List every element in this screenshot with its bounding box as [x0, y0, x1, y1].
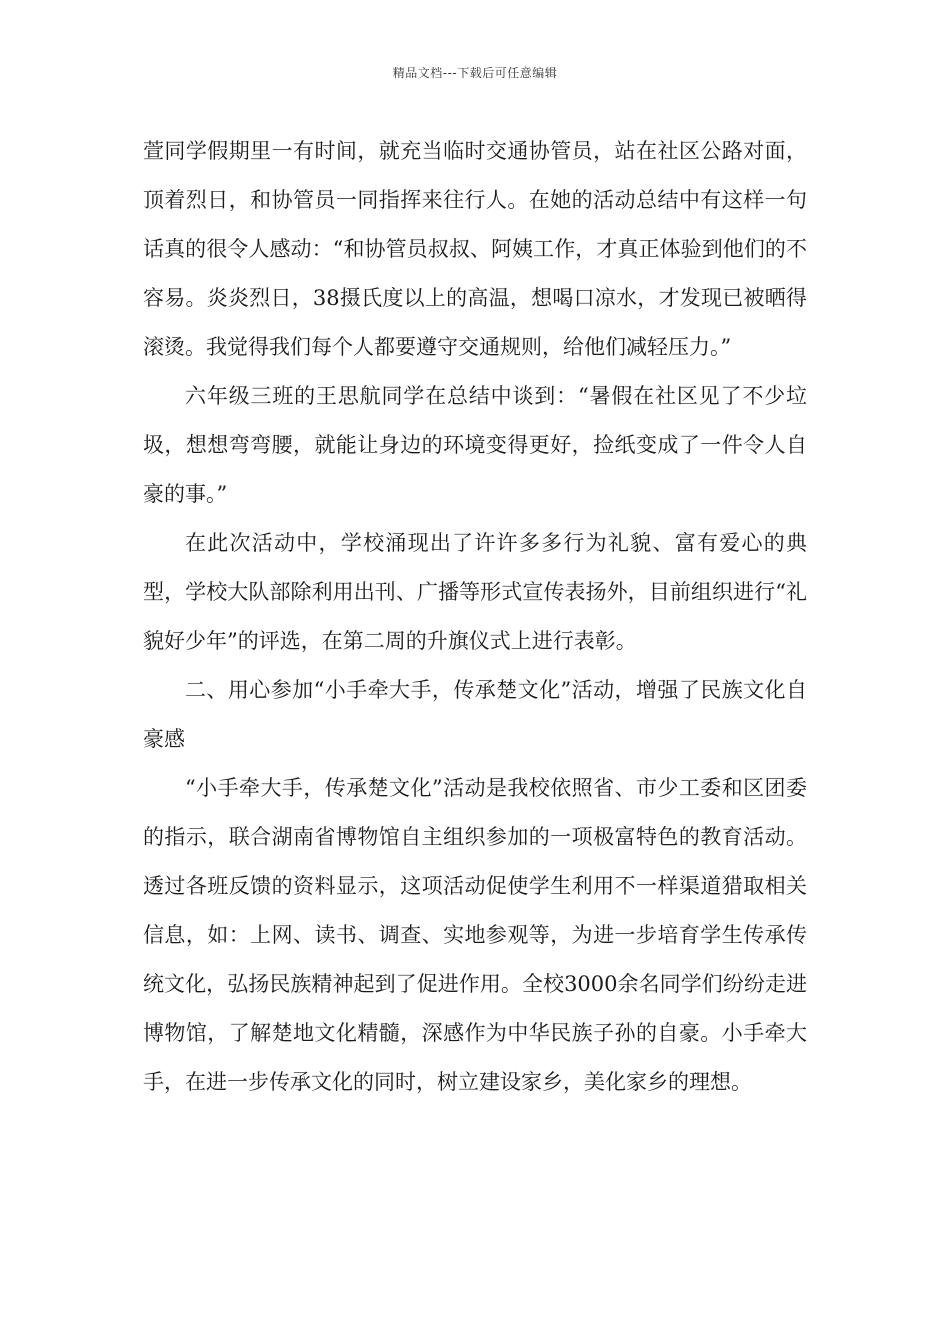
paragraph-1: 萱同学假期里一有时间，就充当临时交通协管员，站在社区公路对面，顶着烈日，和协管员一同指挥来往行人。在她的活动总结中有这样一句话真的很令人感动：“和协管员叔叔、阿姨工作，才真正体验到他们的不容易。炎炎烈日，38摄氏度以上的高温，想喝口凉水，才发现已被晒得滚烫。我觉得我们每个人都要遵守交通规则，给他们减轻压力。”: [143, 139, 807, 359]
paragraph-5: “小手牵大手，传承楚文化”活动是我校依照省、市少工委和区团委的指示，联合湖南省博物馆自主组织参加的一项极富特色的教育活动。透过各班反馈的资料显示，这项活动促使学生利用不一样渠道猎取相关信息，如：上网、读书、调查、实地参观等，为进一步培育学生传承传统文化，弘扬民族精神起到了促进作用。全校3000余名同学们纷纷走进博物馆，了解楚地文化精髓，深感作为中华民族子孙的自豪。小手牵大手，在进一步传承文化的同时，树立建设家乡，美化家乡的理想。: [143, 776, 807, 1094]
document-body: [143, 127, 807, 1107]
paragraph-3: 在此次活动中，学校涌现出了许许多多行为礼貌、富有爱心的典型，学校大队部除利用出刊、广播等形式宣传表扬外，目前组织进行“礼貌好少年”的评选，在第二周的升旗仪式上进行表彰。: [143, 531, 807, 653]
page-header: 精品文档---下载后可任意编辑: [392, 66, 558, 80]
paragraph-2: 六年级三班的王思航同学在总结中谈到：“暑假在社区见了不少垃圾，想想弯弯腰，就能让身边的环境变得更好，捡纸变成了一件令人自豪的事。”: [143, 384, 807, 506]
section-heading: 二、用心参加“小手牵大手，传承楚文化”活动，增强了民族文化自豪感: [143, 678, 807, 751]
